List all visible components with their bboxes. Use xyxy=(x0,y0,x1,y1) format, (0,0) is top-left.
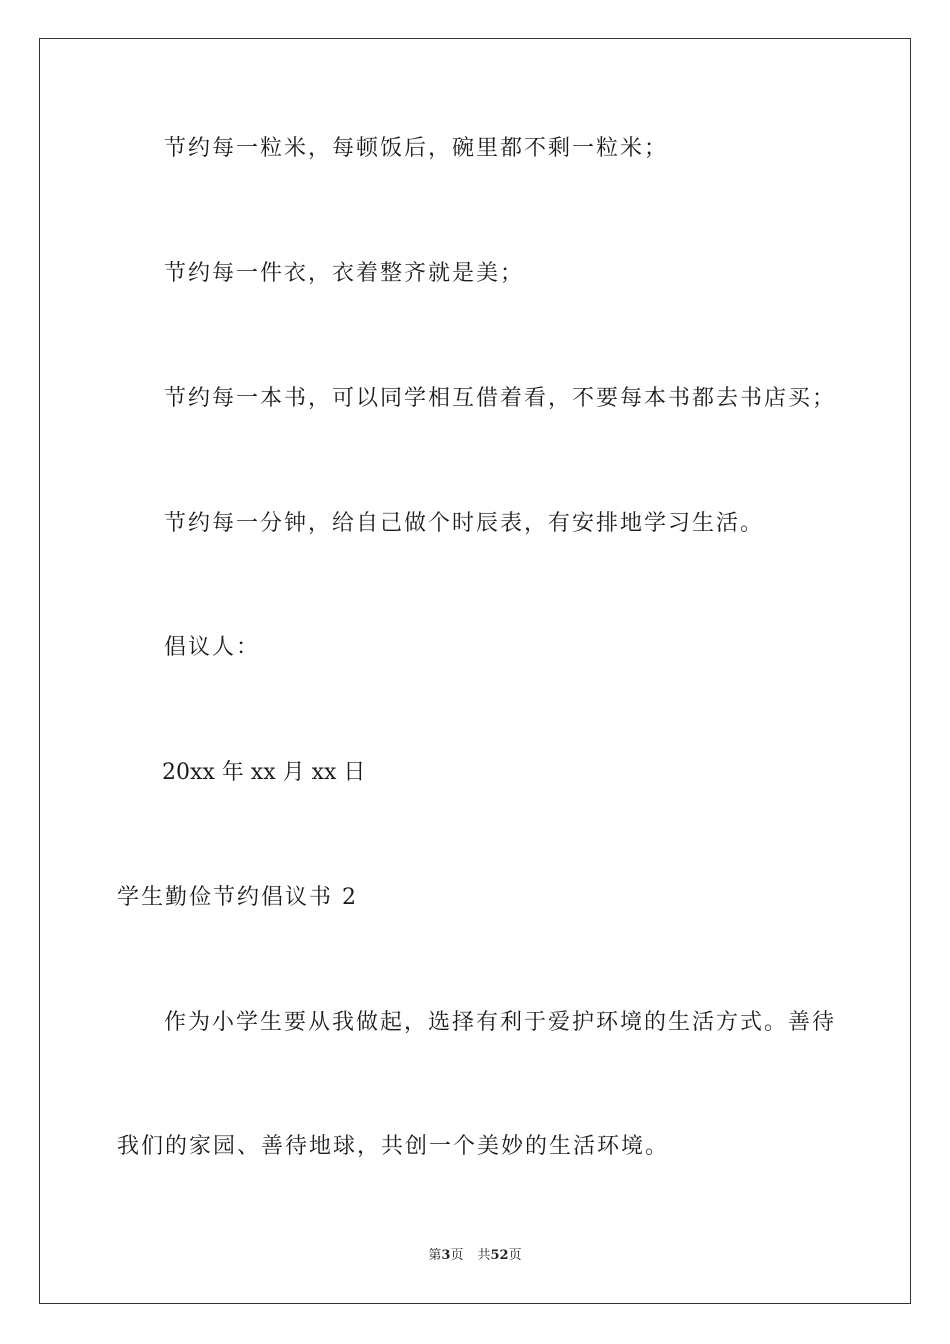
footer-total-prefix: 共 xyxy=(477,1248,491,1263)
page-border xyxy=(39,38,911,1304)
page-footer xyxy=(0,1247,950,1265)
body-line-1: 作为小学生要从我做起，选择有利于爱护环境的生活方式。善待 xyxy=(164,1010,837,1035)
section-title: 学生勤俭节约倡议书 2 xyxy=(117,885,358,910)
total-pages-number: 52 xyxy=(490,1248,509,1263)
footer-prefix: 第 xyxy=(428,1248,442,1263)
date-line: 20xx 年 xx 月 xx 日 xyxy=(162,760,366,785)
paragraph-save-clothes: 节约每一件衣，衣着整齐就是美； xyxy=(164,261,525,286)
current-page-number: 3 xyxy=(441,1248,451,1263)
initiator-label: 倡议人： xyxy=(164,635,261,660)
footer-total-suffix: 页 xyxy=(508,1248,522,1263)
body-line-2: 我们的家园、善待地球，共创一个美妙的生活环境。 xyxy=(117,1134,670,1159)
paragraph-save-time: 节约每一分钟，给自己做个时辰表，有安排地学习生活。 xyxy=(164,511,765,536)
footer-page-suffix: 页 xyxy=(450,1248,464,1263)
paragraph-save-books: 节约每一本书，可以同学相互借着看，不要每本书都去书店买； xyxy=(164,386,837,411)
paragraph-save-rice: 节约每一粒米，每顿饭后，碗里都不剩一粒米； xyxy=(164,136,669,161)
